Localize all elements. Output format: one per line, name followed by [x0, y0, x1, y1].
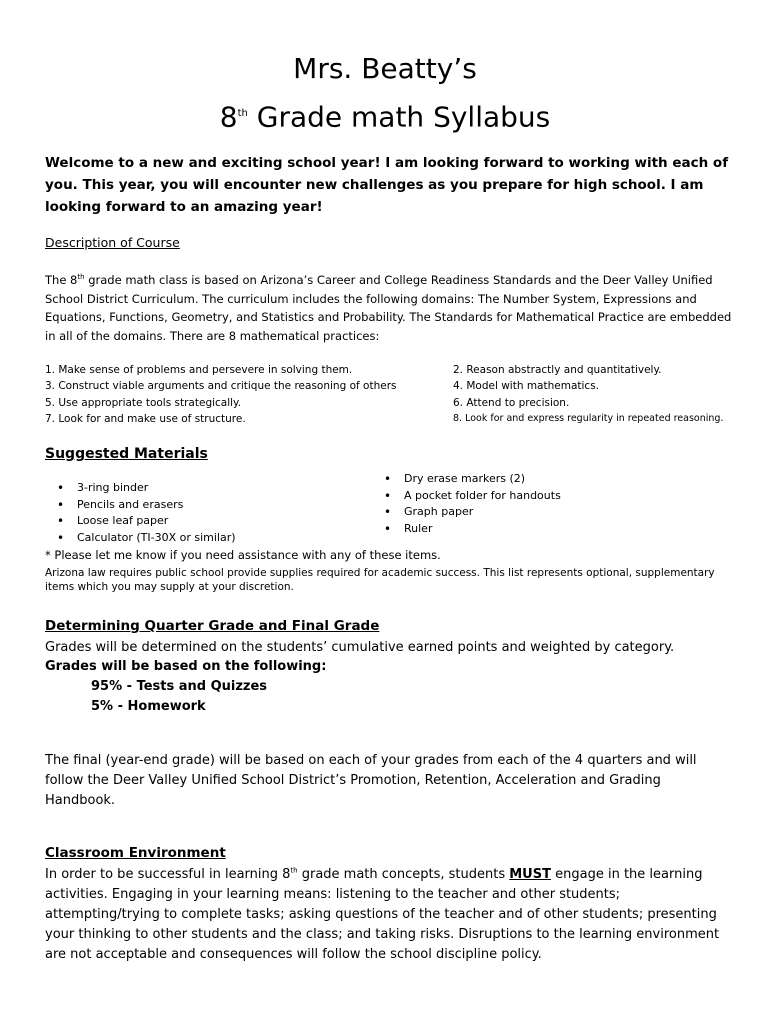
title-rest: Grade math Syllabus: [247, 100, 551, 134]
description-paragraph: [45, 271, 735, 345]
practice-1: 1. Make sense of problems and persevere in solving them.: [45, 364, 353, 376]
practice-7: 7. Look for and make use of structure.: [45, 412, 246, 425]
classroom-text-mid: grade math concepts, students: [297, 867, 510, 882]
grading-heading: Determining Quarter Grade and Final Grade: [45, 618, 380, 634]
practices-left-column: [45, 362, 450, 427]
material-item: • Pencils and erasers: [53, 497, 236, 514]
classroom-paragraph: [45, 865, 735, 965]
classroom-text-rest: engage in the learning activities. Engaging in your learning means: listening to the teacher and other students; attempting/trying to complete tasks; asking questions of the teacher and of other students; presenting your thinking to other students and the class; and taking risks. Disruptions to the learning environment are not acceptable and consequences will follow the school discipline policy.: [45, 867, 720, 962]
materials-note: * Please let me know if you need assistance with any of these items.: [45, 548, 441, 562]
practices-right-column: [453, 362, 753, 427]
description-text-start: The 8: [45, 273, 78, 287]
title-grade-number: 8: [219, 100, 238, 134]
practice-2: 2. Reason abstractly and quantitatively.: [453, 364, 662, 376]
materials-heading: Suggested Materials: [45, 446, 208, 462]
material-item: • Loose leaf paper: [53, 513, 236, 530]
welcome-paragraph: Welcome to a new and exciting school year! I am looking forward to working with each of you. This year, you will encounter new challenges as you prepare for high school. I am looking forward to an amazing year!: [45, 155, 729, 215]
material-item: • Calculator (TI-30X or similar): [53, 530, 236, 547]
description-heading: Description of Course: [45, 235, 180, 250]
practice-5: 5. Use appropriate tools strategically.: [45, 396, 242, 409]
practice-4: 4. Model with mathematics.: [453, 380, 600, 393]
material-item: • Ruler: [380, 521, 561, 538]
description-text-rest: grade math class is based on Arizona’s Career and College Readiness Standards and the Deer Valley Unified School District Curriculum. The curriculum includes the following domains: The Number System, Expressions and Equations, Functions, Geometry, and Statistics and Probability. The Standards for Mathematical Practice are embedded in all of the domains. There are 8 mathematical practices:: [45, 273, 732, 343]
grading-item-homework: 5% - Homework: [91, 699, 206, 714]
material-item: • 3-ring binder: [53, 480, 236, 497]
material-item: • Graph paper: [380, 504, 561, 521]
material-item: • A pocket folder for handouts: [380, 488, 561, 505]
must-emphasis: MUST: [509, 867, 551, 882]
classroom-heading: Classroom Environment: [45, 845, 226, 861]
practice-3: 3. Construct viable arguments and critique the reasoning of others: [45, 380, 397, 393]
materials-list-left: [53, 480, 236, 546]
title-line-2: [0, 97, 770, 134]
classroom-sup: th: [290, 866, 298, 875]
practice-8: 8. Look for and express regularity in repeated reasoning.: [453, 412, 724, 424]
grading-line-1: Grades will be determined on the students’ cumulative earned points and weighted by category.: [45, 640, 675, 655]
grading-item-tests: 95% - Tests and Quizzes: [91, 679, 268, 694]
final-grade-paragraph: The final (year-end grade) will be based on each of your grades from each of the 4 quarters and will follow the Deer Valley Unified School District’s Promotion, Retention, Acceleration and Grading Handbook.: [45, 753, 697, 808]
title-grade-suffix: th: [237, 108, 248, 119]
materials-list-right: [380, 471, 561, 537]
practice-6: 6. Attend to precision.: [453, 396, 570, 409]
title-line-1: Mrs. Beatty’s: [293, 52, 477, 85]
materials-law-note: Arizona law requires public school provide supplies required for academic success. This list represents optional, supplementary items which you may supply at your discretion.: [45, 567, 715, 593]
description-sup: th: [77, 273, 85, 282]
grading-line-2: Grades will be based on the following:: [45, 659, 327, 674]
material-item: • Dry erase markers (2): [380, 471, 561, 488]
classroom-text-start: In order to be successful in learning 8: [45, 867, 291, 882]
